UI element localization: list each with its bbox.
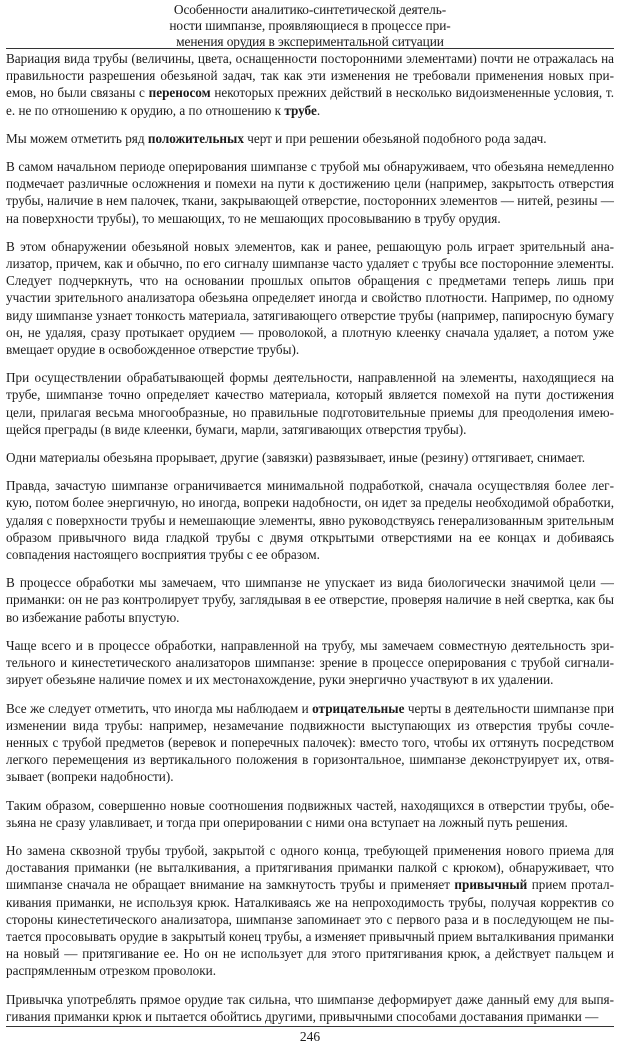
emphasized-term: переносом	[148, 85, 211, 101]
text-run: В самом начальном периоде оперирования шимпанзе с трубой мы обнаруживаем, что обезьяна немедленно подмечает различные осложнения и помехи на пути к достижению цели (например, закрытость отверстия трубы, наличие в нем палочек, ткани, закрывающей отверстие, посторонних элементов — нитей, резины — на поверхности трубы), то мешающих, то не мешающих просовыванию в трубу орудия.	[6, 159, 614, 226]
paragraph	[6, 369, 614, 438]
paragraph	[6, 449, 614, 466]
text-run: некоторых прежних действий в несколько видоизмененные условия, т. е. не по отношению к орудию, а по отношению к	[6, 85, 614, 118]
text-run: Привычка употреблять прямое орудие так сильна, что шимпанзе деформирует даже данный ему для выпягивания приманки крюк и пытается обойтись другими, привычными способами доставания приманки —	[6, 991, 614, 1024]
header-rule	[6, 48, 614, 49]
emphasized-term: отрицательные	[312, 700, 405, 716]
emphasized-term: положительных	[147, 130, 244, 146]
header-line: менения орудия в экспериментальной ситуации	[176, 34, 444, 49]
paragraph	[6, 842, 614, 980]
paragraph	[6, 50, 614, 119]
text-run: Таким образом, совершенно новые соотношения подвижных частей, находящихся в отверстии трубы, обезьяна не сразу улавливает, и тогда при оперировании с ними она вступает на ложный путь решения.	[6, 797, 614, 830]
text-run: черт и при решении обезьяной подобного рода задач.	[243, 130, 547, 146]
text-run: Все же следует отметить, что иногда мы наблюдаем и	[6, 700, 313, 716]
paragraph	[6, 158, 614, 227]
paragraph	[6, 574, 614, 626]
text-run: .	[316, 102, 321, 118]
paragraph	[6, 700, 614, 786]
text-run: При осуществлении обрабатывающей формы деятельности, направленной на элементы, находящиеся на трубе, шимпанзе точно определяет качество материала, который является помехой на пути достижения цели, прилагая весьма многообразные, но правильные подготовительные приемы для преодоления имеющейся преграды (в виде клеенки, бумаги, марли, затягивающих отверстия трубы).	[6, 370, 614, 437]
paragraph	[6, 797, 614, 831]
header-line: Особенности аналитико-синтетической деятель-	[173, 2, 447, 17]
text-run: Но замена сквозной трубы трубой, закрытой с одного конца, требующей применения нового приема для доставания приманки (не выталкивания, а притягивания приманки палкой с крюком), обнаруживает, что шимпанзе сначала не обращает внимание на замкнутость трубы и применяет	[6, 842, 614, 893]
running-header	[100, 2, 520, 50]
paragraph	[6, 991, 614, 1025]
text-run: В процессе обработки мы замечаем, что шимпанзе не упускает из вида биологически значимой цели — приманки: он не раз контролирует трубу, заглядывая в ее отверстие, проверяя наличие в ней свертка, как бы во избежание работы впустую.	[6, 575, 614, 625]
text-run: Мы можем отметить ряд	[6, 130, 148, 146]
emphasized-term: трубе	[284, 102, 317, 118]
header-line: ности шимпанзе, проявляющиеся в процессе при-	[169, 18, 451, 33]
text-run: прием проталкивания приманки, не используя крюк. Наталкиваясь же на непроходимость трубы, получая корректив со стороны кинестетического анализатора, шимпанзе запоминает это с первого раза и в последующем не пытается просовывать орудие в закрытый конец трубы, а изменяет привычный прием выталкивания приманки на новый — притягивание ее. Но он не использует для этого притягивания крюк, а действует пальцем и распрямленным отрезком проволоки.	[6, 877, 614, 979]
text-run: Вариация вида трубы (величины, цвета, оснащенности посторонними элементами) почти не отражалась на правильности разрешения обезьяной задач, так как эти изменения не требовали применения новых приемов, но были связаны с	[6, 51, 614, 101]
text-run: В этом обнаружении обезьяной новых элементов, как и ранее, решающую роль играет зрительный анализатор, причем, как и обычно, по его сигналу шимпанзе часто удаляет с трубы все посторонние элементы. Следует подчеркнуть, что на основании прошлых опытов обращения с предметами теперь лишь при участии зрительного анализатора обезьяна определяет иногда и свойство плотности. Например, по одному виду шимпанзе узнает тонкость материала, затягивающего отверстие трубы (например, папиросную бумагу он, не удаляя, сразу протыкает орудием — проволокой, а плотную клеенку сначала удаляет, а потом уже вмещает орудие в освобожденное отверстие трубы).	[6, 238, 614, 358]
footer-rule	[6, 1026, 614, 1027]
paragraph	[6, 477, 614, 563]
emphasized-term: привычный	[454, 877, 528, 893]
text-run: Одни материалы обезьяна прорывает, другие (завязки) развязывает, иные (резину) оттягивает, снимает.	[6, 450, 586, 466]
body-text	[6, 50, 614, 1036]
page-number: 246	[299, 1029, 321, 1044]
paragraph	[6, 130, 614, 147]
text-run: черты в деятельности шимпанзе при изменении вида трубы: например, незамечание подвижности выступающих из отверстия трубы сочлененных с трубой предметов (веревок и поперечных палочек): вместо того, чтобы их оттянуть посредством легкого перемещения из вертикального положения в горизонтальное, шимпанзе деконструирует их, отвязывает (вопреки надобности).	[6, 700, 614, 785]
text-run: Правда, зачастую шимпанзе ограничивается минимальной подработкой, сначала осуществляя более легкую, потом более энергичную, но иногда, вопреки надобности, он идет за пределы необходимой обработки, удаляя с поверхности трубы и немешающие элементы, явно руководствуясь генерализованным зрительным образом привычного вида гладкой трубы с двумя открытыми отверстиями на ее концах и добиваясь совпадения настоящего восприятия трубы с ее образом.	[6, 478, 614, 563]
paragraph	[6, 637, 614, 689]
paragraph	[6, 238, 614, 358]
text-run: Чаще всего и в процессе обработки, направленной на трубу, мы замечаем совместную деятельность зрительного и кинестетического анализаторов шимпанзе: зрение в процессе оперирования с трубой сигнализирует обезьяне наличие помех и их местонахождение, руки энергично участвуют в их удалении.	[6, 637, 614, 688]
